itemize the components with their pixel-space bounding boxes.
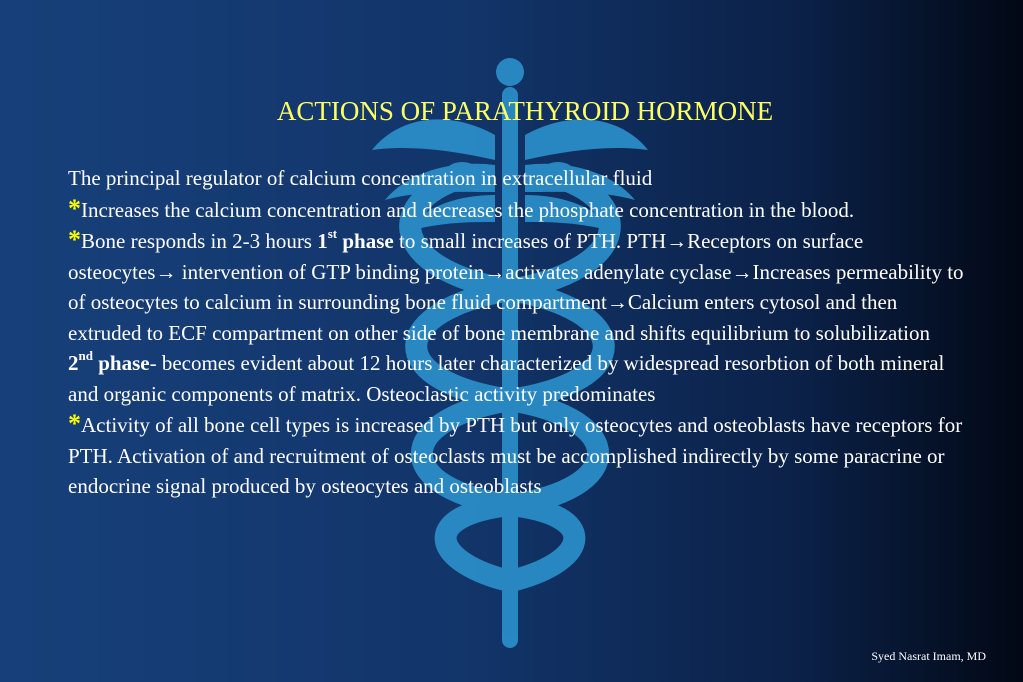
arrow-icon: → (484, 259, 506, 284)
bullet-3-text: Activity of all bone cell types is increased by PTH but only osteocytes and osteoblasts have receptors for PTH. Activation of and recruitment of osteoclasts must be accomplished indirectly by some paracrine or endocrine signal produced by osteocytes and osteoblasts (68, 413, 963, 498)
slide-body (68, 163, 973, 502)
phase-2-label: 2nd phase (68, 348, 150, 375)
bullet-3 (68, 409, 973, 502)
intro-text: The principal regulator of calcium concentration in extracellular fluid (68, 166, 653, 190)
author-footer: Syed Nasrat Imam, MD (871, 649, 986, 663)
arrow-icon: → (731, 259, 753, 284)
bullet-1 (68, 194, 973, 226)
bullet-star: * (68, 225, 81, 254)
phase-2-text: - becomes evident about 12 hours later characterized by widespread resorbtion of both mineral and organic components of matrix. Osteoclastic activity predominates (68, 351, 945, 406)
phase-2 (68, 348, 973, 409)
bullet-2: *Bone responds in 2-3 hours 1st phase to small increases of PTH. PTH→Receptors on surface osteocytes→ intervention of GTP binding protein→activates adenylate cyclase→Increases permeability to of osteocytes to calcium in surrounding bone fluid compartment→Calcium enters cytosol and then extruded to ECF compartment on other side of bone membrane and shifts equilibrium to solubilization (68, 225, 964, 345)
bullet-1-text: Increases the calcium concentration and decreases the phosphate concentration in the blood. (81, 197, 855, 222)
arrow-icon: → (606, 290, 628, 314)
arrow-icon: → (155, 259, 177, 284)
bullet-star: * (68, 409, 81, 438)
slide-title: ACTIONS OF PARATHYROID HORMONE (276, 96, 774, 126)
arrow-icon: → (666, 229, 688, 253)
bullet-2-text: Bone responds in 2-3 hours (81, 229, 318, 253)
phase-1-label: 1st phase (317, 226, 394, 253)
bullet-star: * (68, 193, 81, 223)
